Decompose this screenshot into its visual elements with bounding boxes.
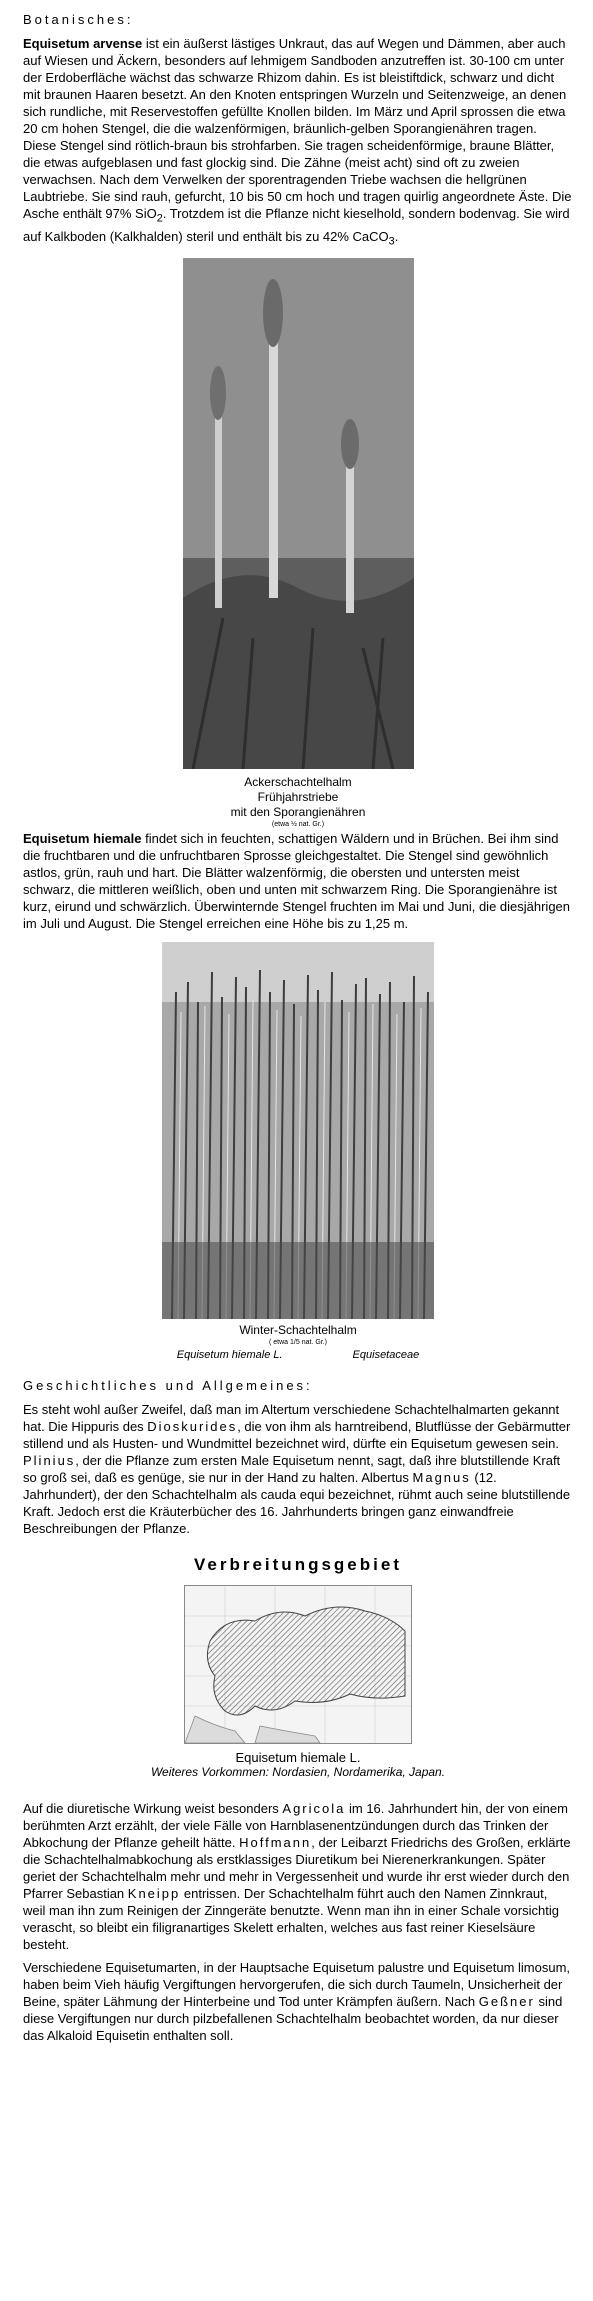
paragraph-text: .	[394, 228, 399, 244]
caption-line: Frühjahrstriebe	[257, 790, 339, 805]
caption-latin-names	[23, 1348, 573, 1362]
paragraph-text: . Trotzdem ist die Pflanze nicht kieselhold, sondern bodenvag. Sie wird auf Kalkboden (Kalkhalden) steril und enthält bis zu 42% CaCO	[23, 206, 570, 244]
page	[23, 10, 573, 2044]
paragraph-text: (12. Jahrhundert), der den Schachtelhalm als cauda equi bezeichnet, rühmt auch seine blutstillende Kraft. Jedoch erst die Kräuterbücher des 16. Jahrhunderts bringen ganz einwandfreie Beschreibungen der Pflanze.	[23, 1470, 571, 1537]
caption-scale: (etwa ½ nat. Gr.)	[271, 821, 325, 829]
author-name: Magnus	[412, 1470, 471, 1486]
paragraph-text: , der die Pflanze zum ersten Male Equisetum nennt, sagt, daß ihre blutstillende Kraft so groß sei, daß es genüge, sie nur in der Hand zu halten. Albertus	[23, 1453, 561, 1486]
paragraph-text: findet sich in feuchten, schattigen Wäldern und in Brüchen. Bei ihm sind die fruchtbaren und die unfruchtbaren Sprosse gleichgestaltet. Die Stengel sind gewöhnlich astlos, grün, rauh und hart. Die Blätter walzenförmig, die obersten und untersten meist schwarz, die mittleren weißlich, oben und unten mit schwarzem Ring. Die Sporangienähre ist kurz, eirund und schwärzlich. Überwinternde Stengel fruchten im Mai und Juni, die diesjährigen im Juli und August. Die Stengel erreichen eine Höhe bis zu 1,25 m.	[23, 831, 571, 932]
paragraph-diuretische-wirkung	[23, 1800, 573, 1953]
author-name: Agricola	[282, 1801, 346, 1817]
paragraph-text: ist ein äußerst lästiges Unkraut, das auf Wegen und Dämmen, aber auch auf Wiesen und Äckern, besonders auf lehmigem Sandboden anzutreffen ist. 30-100 cm unter der Erdoberfläche wächst das schwarze Rhizom dahin. Es ist bleistiftdick, schwarz und dicht mit braunen Haaren besetzt. An den Knoten entspringen Wurzeln und Seitenzweige, an denen sich rundliche, mit Reservestoffen gefüllte Knollen bilden. Im März und April sprossen die etwa 20 cm hohen Stengel, die die walzenförmigen, bräunlich-gelben Sporangienähren tragen. Diese Stengel sind rötlich-braun bis strohfarben. Sie tragen scheidenförmige, braune Blätter, die etwas aufgeblasen und fast glockig sind. Die Zähne (meist acht) sind oft zu zweien verwachsen. Nach dem Verwelken der sporentragenden Triebe wachsen die hellgrünen Laubtriebe. Sie sind rauh, gefurcht, 10 bis 50 cm hoch und tragen quirlig angeordnete Äste. Die Asche enthält 97% SiO	[23, 36, 572, 221]
author-name: Hoffmann	[239, 1835, 312, 1851]
photo-ackerschachtelhalm	[183, 258, 414, 769]
paragraph-text: sind diese Vergiftungen nur durch pilzbefallenen Schachtelhalm beobachtet worden, da nur dieser das Alkaloid Equisetin enthalten soll.	[23, 1994, 563, 2044]
paragraph-text: entrissen. Der Schachtelhalm führt auch den Namen Zinnkraut, weil man ihn zum Reinigen der Zinngeräte benutzte. Wenn man ihn in einer Schale vorsichtig verascht, so bleibt ein filigranartiges Skelett erhalten, welches aus fast reiner Kieselsäure besteht.	[23, 1886, 559, 1953]
caption-line: Ackerschachtelhalm	[244, 775, 352, 790]
photo-illustration	[162, 942, 434, 1319]
map-title: Verbreitungsgebiet	[194, 1555, 402, 1575]
term-equisetum-arvense: Equisetum arvense	[23, 36, 143, 51]
paragraph-equisetum-arvense	[23, 35, 573, 250]
paragraph-equisetum-hiemale	[23, 830, 573, 932]
caption-scale: ( etwa 1/5 nat. Gr.)	[269, 1339, 327, 1347]
caption-line: mit den Sporangienähren	[230, 805, 366, 820]
figure2-caption	[23, 1323, 573, 1362]
subscript: 3	[388, 235, 395, 248]
distribution-map	[184, 1585, 412, 1744]
term-equisetum-hiemale: Equisetum hiemale	[23, 831, 142, 847]
section-heading-geschichtliches: Geschichtliches und Allgemeines:	[23, 1378, 313, 1394]
author-name: Plinius	[23, 1453, 76, 1469]
map-caption: Equisetum hiemale L.	[235, 1750, 361, 1766]
author-name: Geßner	[478, 1994, 535, 2010]
map-caption-note: Weiteres Vorkommen: Nordasien, Nordamerika, Japan.	[150, 1765, 446, 1780]
latin-family: Equisetaceae	[352, 1349, 420, 1362]
latin-species: Equisetum hiemale L.	[176, 1349, 283, 1362]
map-illustration	[185, 1586, 411, 1743]
author-name: Dioskurides	[147, 1419, 238, 1435]
photo-illustration	[183, 258, 414, 769]
paragraph-text: Es steht wohl außer Zweifel, daß man im Altertum verschiedene Schachtelhalmarten gekannt hat. Die Hippuris des	[23, 1402, 560, 1435]
paragraph-geschichtliches	[23, 1401, 573, 1537]
photo-winter-schachtelhalm	[162, 942, 434, 1319]
paragraph-text: , der Leibarzt Friedrichs des Großen, erklärte die Schachtelhalmabkochung als erstklassiges Diuretikum bei Nierenerkrankungen. Später geriet der Schachtelhalm mehr und mehr in Vergessenheit und wurde ihr erst wieder durch den Pfarrer Sebastian	[23, 1835, 571, 1902]
caption-line: Winter-Schachtelhalm	[239, 1323, 357, 1338]
paragraph-text: Auf die diuretische Wirkung weist besonders	[23, 1801, 283, 1817]
section-heading-botanisches: Botanisches:	[23, 12, 134, 27]
paragraph-text: im 16. Jahrhundert hin, der von einem berühmten Arzt erzählt, der viele Fälle von Harnblasenentzündungen durch das Trinken der Abkochung der Pflanze geheilt hätte.	[23, 1801, 568, 1851]
paragraph-text: Verschiedene Equisetumarten, in der Hauptsache Equisetum palustre und Equisetum limosum, haben beim Vieh häufig Vergiftungen hervorgerufen, die sich durch Taumeln, Unsicherheit der Beine, später Lähmung der Hinterbeine und Tod unter Krämpfen äußern. Nach	[23, 1960, 571, 2010]
subscript: 2	[156, 212, 163, 225]
figure1-caption	[23, 775, 573, 830]
paragraph-vergiftungen	[23, 1959, 573, 2044]
author-name: Kneipp	[127, 1886, 181, 1902]
paragraph-text: , die von ihm als harntreibend, Blutflüsse der Gebärmutter stillend und als Husten- und Wundmittel bezeichnet wird, dürfte ein Equisetum gewesen sein.	[23, 1419, 571, 1452]
